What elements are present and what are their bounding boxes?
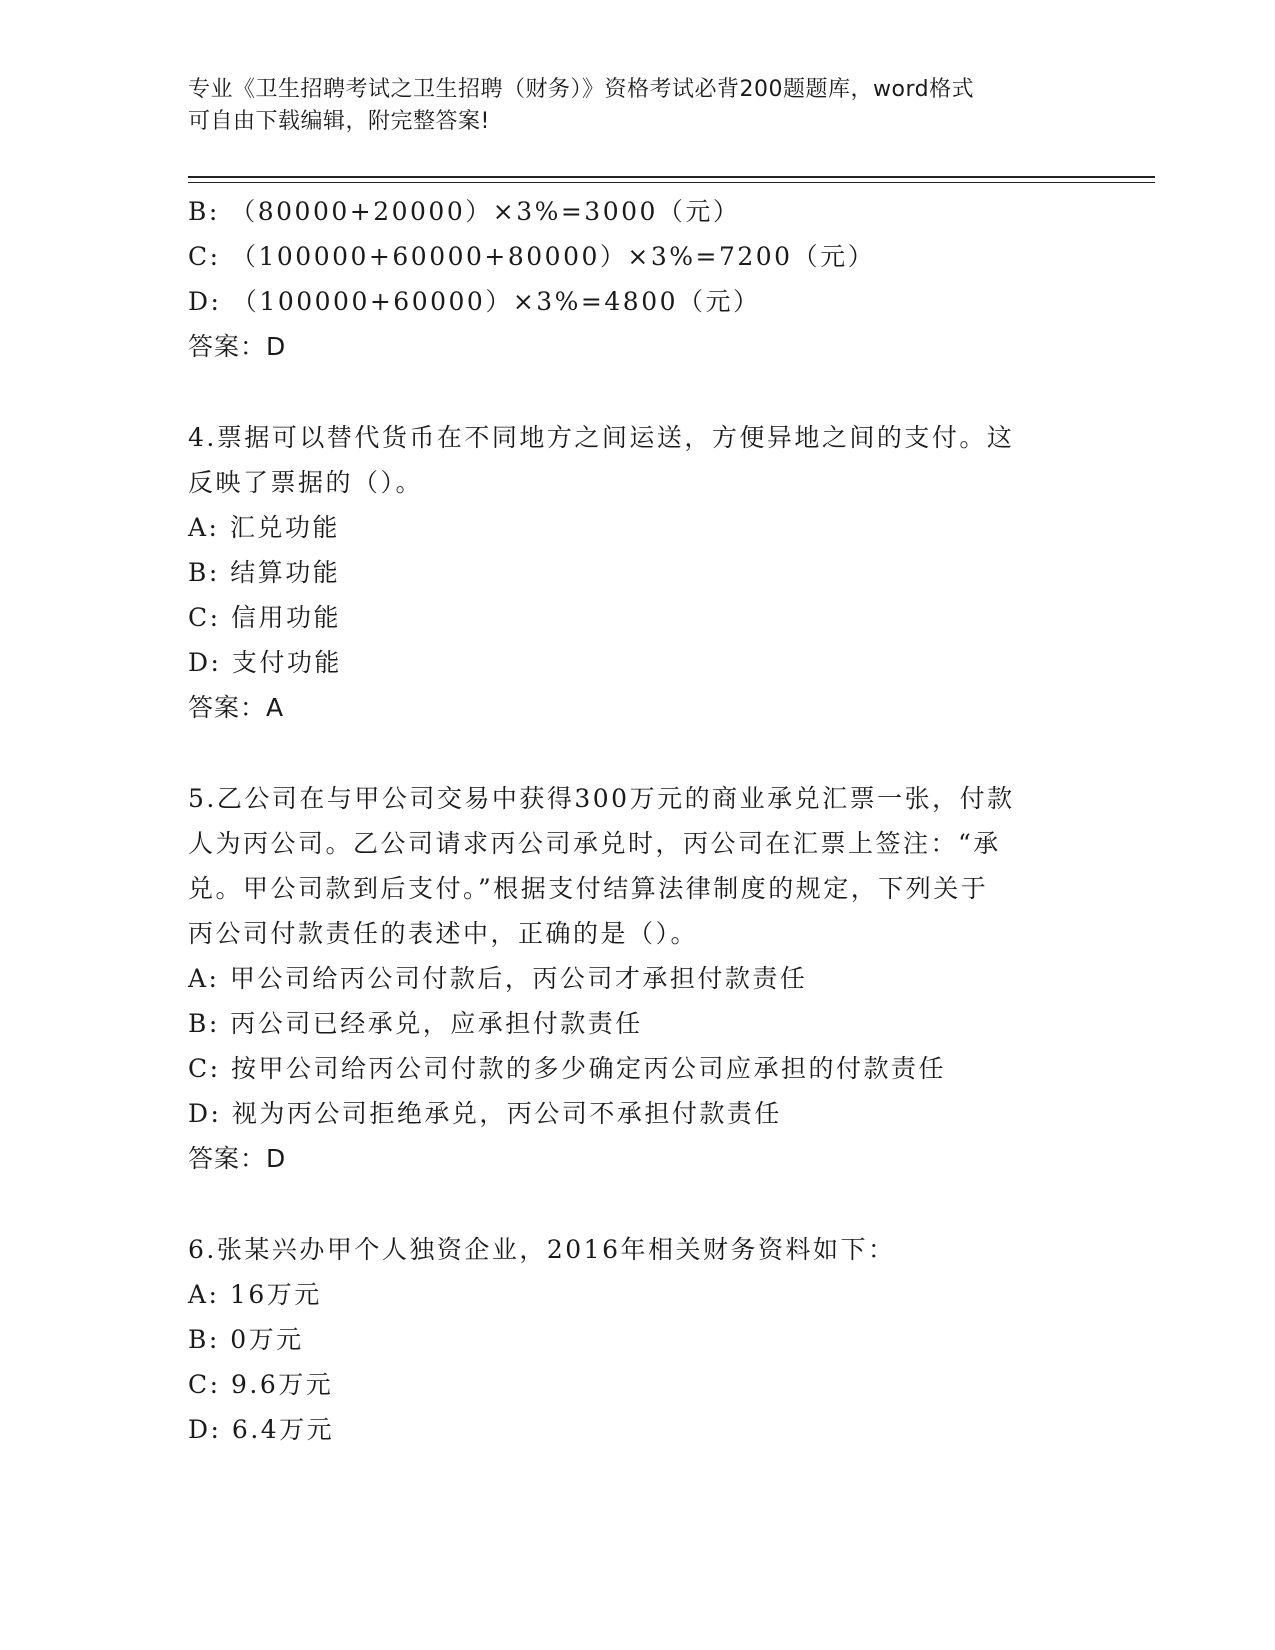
question-stem: 6.张某兴办甲个人独资企业，2016年相关财务资料如下： [188, 1235, 896, 1264]
question-stem: 反映了票据的（）。 [188, 468, 424, 497]
option-d: D: 视为丙公司拒绝承兑，丙公司不承担付款责任 [188, 1099, 782, 1128]
question-gap [188, 730, 1078, 776]
question-6 [188, 1227, 1078, 1452]
option-d: D: （100000+60000）×3%=4800（元） [188, 287, 761, 316]
option-a: A: 甲公司给丙公司付款后，丙公司才承担付款责任 [188, 964, 808, 993]
question-4 [188, 415, 1078, 730]
header-divider-thick [188, 176, 1155, 178]
question-gap [188, 369, 1078, 415]
question-gap [188, 1181, 1078, 1227]
answer: 答案：A [188, 693, 285, 722]
question-5 [188, 776, 1078, 1181]
option-d: D: 支付功能 [188, 648, 342, 677]
option-a: A: 汇兑功能 [188, 513, 340, 542]
header-title-line-1: 专业《卫生招聘考试之卫生招聘（财务）》资格考试必背200题题库，word格式 [188, 77, 975, 102]
question-stem: 5.乙公司在与甲公司交易中获得300万元的商业承兑汇票一张，付款 [188, 784, 1015, 813]
option-c: C: （100000+60000+80000）×3%=7200（元） [188, 242, 876, 271]
option-d: D: 6.4万元 [188, 1415, 335, 1444]
document-header [188, 74, 1068, 138]
answer: 答案：D [188, 332, 287, 361]
question-stem: 兑。甲公司款到后支付。”根据支付结算法律制度的规定，下列关于 [188, 874, 989, 903]
option-b: B: （80000+20000）×3%=3000（元） [188, 197, 741, 226]
option-c: C: 信用功能 [188, 603, 341, 632]
question-stem: 4.票据可以替代货币在不同地方之间运送，方便异地之间的支付。这 [188, 423, 1015, 452]
option-b: B: 0万元 [188, 1325, 304, 1354]
question-stem: 人为丙公司。乙公司请求丙公司承兑时，丙公司在汇票上签注：“承 [188, 829, 1001, 858]
answer: 答案：D [188, 1144, 287, 1173]
header-title-line-2: 可自由下载编辑，附完整答案! [188, 109, 490, 134]
option-c: C: 按甲公司给丙公司付款的多少确定丙公司应承担的付款责任 [188, 1054, 947, 1083]
question-stem: 丙公司付款责任的表述中，正确的是（）。 [188, 919, 699, 948]
option-b: B: 丙公司已经承兑，应承担付款责任 [188, 1009, 643, 1038]
header-divider-thin [188, 182, 1155, 183]
question-3-tail [188, 189, 1078, 369]
question-list [188, 189, 1078, 1452]
option-b: B: 结算功能 [188, 558, 341, 587]
option-a: A: 16万元 [188, 1280, 322, 1309]
option-c: C: 9.6万元 [188, 1370, 334, 1399]
